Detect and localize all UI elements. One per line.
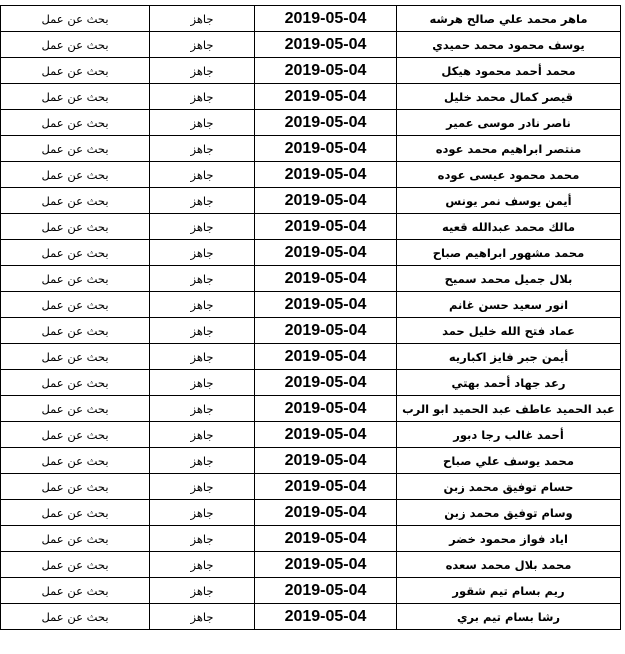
state-cell: جاهز	[150, 500, 255, 526]
table-row	[1, 162, 621, 188]
date-cell: 2019-05-04	[255, 32, 397, 58]
state-cell: جاهز	[150, 422, 255, 448]
name-cell: حسام توفيق محمد زبن	[397, 474, 621, 500]
state-cell: جاهز	[150, 110, 255, 136]
status-cell: بحث عن عمل	[1, 552, 150, 578]
state-cell: جاهز	[150, 266, 255, 292]
date-cell: 2019-05-04	[255, 188, 397, 214]
table-row	[1, 344, 621, 370]
state-cell: جاهز	[150, 84, 255, 110]
name-cell: محمد أحمد محمود هيكل	[397, 58, 621, 84]
name-cell: ناصر نادر موسى عمير	[397, 110, 621, 136]
name-cell: وسام توفيق محمد زبن	[397, 500, 621, 526]
state-cell: جاهز	[150, 552, 255, 578]
table-row	[1, 136, 621, 162]
table-row	[1, 214, 621, 240]
name-cell: أيمن جبر فايز اكباريه	[397, 344, 621, 370]
date-cell: 2019-05-04	[255, 6, 397, 32]
date-cell: 2019-05-04	[255, 136, 397, 162]
status-cell: بحث عن عمل	[1, 500, 150, 526]
name-cell: أحمد غالب رجا دبور	[397, 422, 621, 448]
date-cell: 2019-05-04	[255, 552, 397, 578]
state-cell: جاهز	[150, 396, 255, 422]
date-cell: 2019-05-04	[255, 448, 397, 474]
status-cell: بحث عن عمل	[1, 214, 150, 240]
date-cell: 2019-05-04	[255, 110, 397, 136]
state-cell: جاهز	[150, 474, 255, 500]
status-cell: بحث عن عمل	[1, 110, 150, 136]
table-row	[1, 240, 621, 266]
name-cell: ماهر محمد علي صالح هرشه	[397, 6, 621, 32]
date-cell: 2019-05-04	[255, 214, 397, 240]
status-cell: بحث عن عمل	[1, 578, 150, 604]
date-cell: 2019-05-04	[255, 396, 397, 422]
status-cell: بحث عن عمل	[1, 84, 150, 110]
state-cell: جاهز	[150, 58, 255, 84]
date-cell: 2019-05-04	[255, 240, 397, 266]
table-row	[1, 318, 621, 344]
status-cell: بحث عن عمل	[1, 422, 150, 448]
date-cell: 2019-05-04	[255, 474, 397, 500]
table-row	[1, 110, 621, 136]
table-row	[1, 448, 621, 474]
status-cell: بحث عن عمل	[1, 396, 150, 422]
date-cell: 2019-05-04	[255, 318, 397, 344]
state-cell: جاهز	[150, 578, 255, 604]
name-cell: أيمن يوسف نمر يونس	[397, 188, 621, 214]
name-cell: انور سعيد حسن غانم	[397, 292, 621, 318]
status-cell: بحث عن عمل	[1, 292, 150, 318]
table-row	[1, 396, 621, 422]
table-row	[1, 526, 621, 552]
status-cell: بحث عن عمل	[1, 604, 150, 630]
date-cell: 2019-05-04	[255, 604, 397, 630]
status-cell: بحث عن عمل	[1, 240, 150, 266]
state-cell: جاهز	[150, 188, 255, 214]
roster-sheet	[5, 5, 621, 630]
roster-table	[0, 5, 621, 630]
name-cell: محمد بلال محمد سعده	[397, 552, 621, 578]
state-cell: جاهز	[150, 240, 255, 266]
date-cell: 2019-05-04	[255, 162, 397, 188]
status-cell: بحث عن عمل	[1, 344, 150, 370]
state-cell: جاهز	[150, 6, 255, 32]
state-cell: جاهز	[150, 526, 255, 552]
roster-body	[1, 6, 621, 630]
name-cell: عبد الحميد عاطف عبد الحميد ابو الرب	[397, 396, 621, 422]
state-cell: جاهز	[150, 292, 255, 318]
name-cell: مالك محمد عبدالله قعيه	[397, 214, 621, 240]
name-cell: محمد مشهور ابراهيم صباح	[397, 240, 621, 266]
date-cell: 2019-05-04	[255, 58, 397, 84]
name-cell: منتصر ابراهيم محمد عوده	[397, 136, 621, 162]
date-cell: 2019-05-04	[255, 526, 397, 552]
table-row	[1, 578, 621, 604]
status-cell: بحث عن عمل	[1, 188, 150, 214]
status-cell: بحث عن عمل	[1, 162, 150, 188]
state-cell: جاهز	[150, 318, 255, 344]
status-cell: بحث عن عمل	[1, 6, 150, 32]
status-cell: بحث عن عمل	[1, 32, 150, 58]
name-cell: محمد يوسف علي صباح	[397, 448, 621, 474]
table-row	[1, 422, 621, 448]
name-cell: ريم بسام تيم شقور	[397, 578, 621, 604]
state-cell: جاهز	[150, 32, 255, 58]
name-cell: قيصر كمال محمد خليل	[397, 84, 621, 110]
name-cell: بلال جميل محمد سميح	[397, 266, 621, 292]
table-row	[1, 84, 621, 110]
date-cell: 2019-05-04	[255, 266, 397, 292]
date-cell: 2019-05-04	[255, 500, 397, 526]
date-cell: 2019-05-04	[255, 370, 397, 396]
state-cell: جاهز	[150, 448, 255, 474]
name-cell: يوسف محمود محمد حميدي	[397, 32, 621, 58]
table-row	[1, 370, 621, 396]
state-cell: جاهز	[150, 214, 255, 240]
date-cell: 2019-05-04	[255, 84, 397, 110]
table-row	[1, 32, 621, 58]
date-cell: 2019-05-04	[255, 292, 397, 318]
name-cell: رشا بسام تيم بري	[397, 604, 621, 630]
state-cell: جاهز	[150, 344, 255, 370]
state-cell: جاهز	[150, 162, 255, 188]
table-row	[1, 58, 621, 84]
state-cell: جاهز	[150, 136, 255, 162]
name-cell: اياد فواز محمود خضر	[397, 526, 621, 552]
name-cell: عماد فتح الله خليل حمد	[397, 318, 621, 344]
status-cell: بحث عن عمل	[1, 448, 150, 474]
status-cell: بحث عن عمل	[1, 136, 150, 162]
status-cell: بحث عن عمل	[1, 370, 150, 396]
table-row	[1, 552, 621, 578]
state-cell: جاهز	[150, 370, 255, 396]
status-cell: بحث عن عمل	[1, 474, 150, 500]
date-cell: 2019-05-04	[255, 344, 397, 370]
date-cell: 2019-05-04	[255, 578, 397, 604]
date-cell: 2019-05-04	[255, 422, 397, 448]
table-row	[1, 500, 621, 526]
status-cell: بحث عن عمل	[1, 58, 150, 84]
status-cell: بحث عن عمل	[1, 526, 150, 552]
status-cell: بحث عن عمل	[1, 266, 150, 292]
table-row	[1, 188, 621, 214]
table-row	[1, 474, 621, 500]
table-row	[1, 266, 621, 292]
table-row	[1, 6, 621, 32]
status-cell: بحث عن عمل	[1, 318, 150, 344]
name-cell: محمد محمود عيسى عوده	[397, 162, 621, 188]
table-row	[1, 292, 621, 318]
state-cell: جاهز	[150, 604, 255, 630]
name-cell: رعد جهاد أحمد بهتي	[397, 370, 621, 396]
table-row	[1, 604, 621, 630]
